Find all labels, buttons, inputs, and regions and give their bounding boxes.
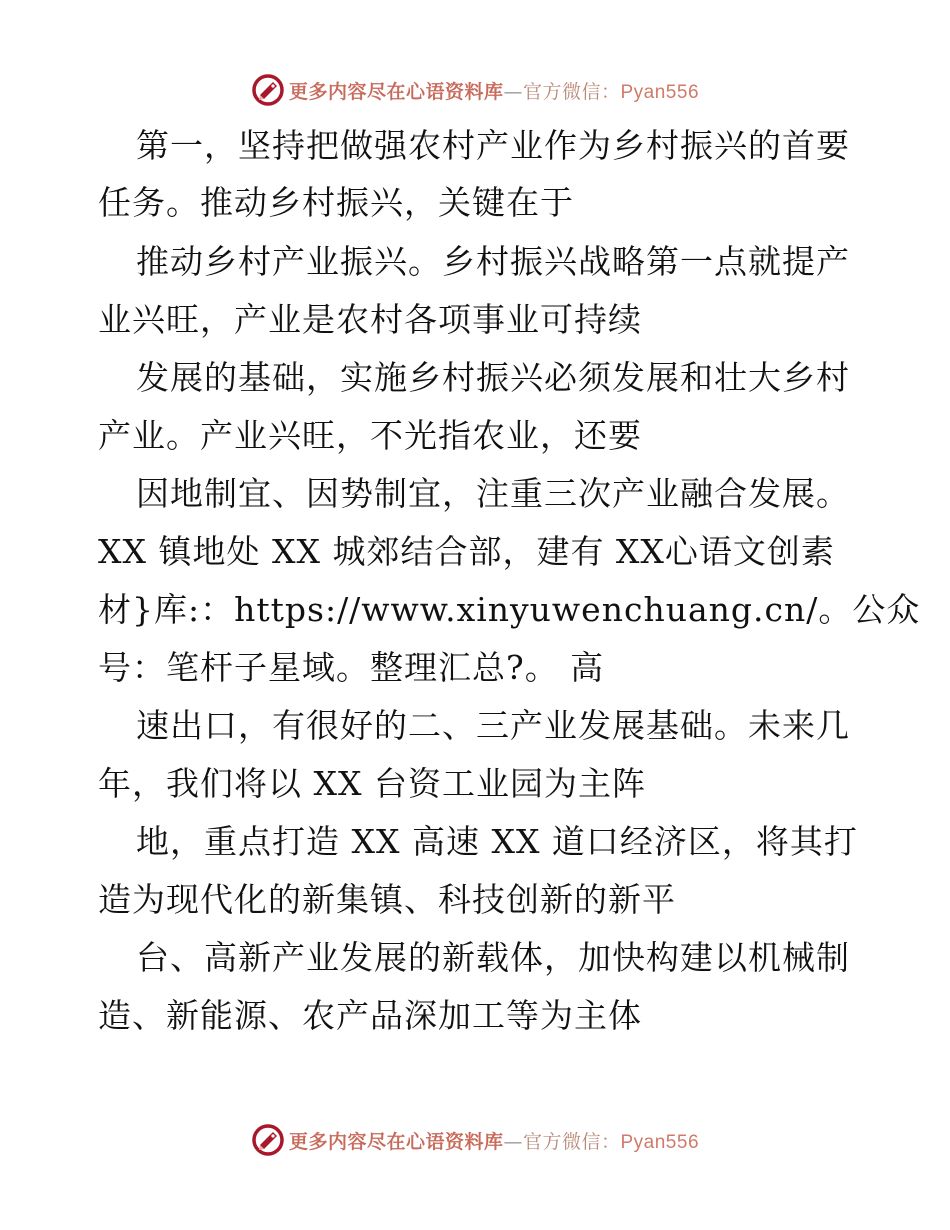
body-line: XX 镇地处 XX 城郊结合部，建有 XX心语文创素 [98, 532, 835, 571]
body-line: 造、新能源、农产品深加工等为主体 [98, 996, 642, 1035]
banner-wechat-id: Pyan556 [620, 1131, 700, 1153]
body-line: 造为现代化的新集镇、科技创新的新平 [98, 880, 676, 919]
banner-wechat-id: Pyan556 [620, 81, 700, 103]
banner-text [289, 1127, 699, 1154]
banner-wechat-label: 官方微信： [522, 1130, 621, 1153]
pen-nib-logo-icon [251, 1123, 285, 1157]
banner-brand: 更多内容尽在心语资料库 [288, 1130, 504, 1153]
body-line: 台、高新产业发展的新载体，加快构建以机械制 [136, 938, 850, 977]
body-line: 年，我们将以 XX 台资工业园为主阵 [98, 764, 646, 803]
body-line: 推动乡村产业振兴。乡村振兴战略第一点就提产 [136, 242, 850, 281]
banner-separator: — [503, 1130, 523, 1153]
header-banner [0, 70, 950, 110]
body-line: 地，重点打造 XX 高速 XX 道口经济区，将其打 [136, 822, 858, 861]
body-line: 速出口，有很好的二、三产业发展基础。未来几 [136, 706, 850, 745]
body-line: 业兴旺，产业是农村各项事业可持续 [98, 300, 642, 339]
body-line: 材}库:：https://www.xinyuwenchuang.cn/。公众 [98, 590, 921, 629]
body-line: 发展的基础，实施乡村振兴必须发展和壮大乡村 [136, 358, 850, 397]
body-line: 产业。产业兴旺，不光指农业，还要 [98, 416, 642, 455]
footer-banner [0, 1120, 950, 1160]
body-line: 号：笔杆子星域。整理汇总?。 高 [98, 648, 605, 687]
body-line: 第一，坚持把做强农村产业作为乡村振兴的首要 [136, 126, 850, 165]
body-line: 任务。推动乡村振兴，关键在于 [98, 183, 574, 222]
banner-text [289, 77, 699, 104]
body-line: 因地制宜、因势制宜，注重三次产业融合发展。 [136, 474, 850, 513]
banner-wechat-label: 官方微信： [522, 80, 621, 103]
banner-brand: 更多内容尽在心语资料库 [288, 80, 504, 103]
banner-separator: — [503, 80, 523, 103]
pen-nib-logo-icon [251, 73, 285, 107]
